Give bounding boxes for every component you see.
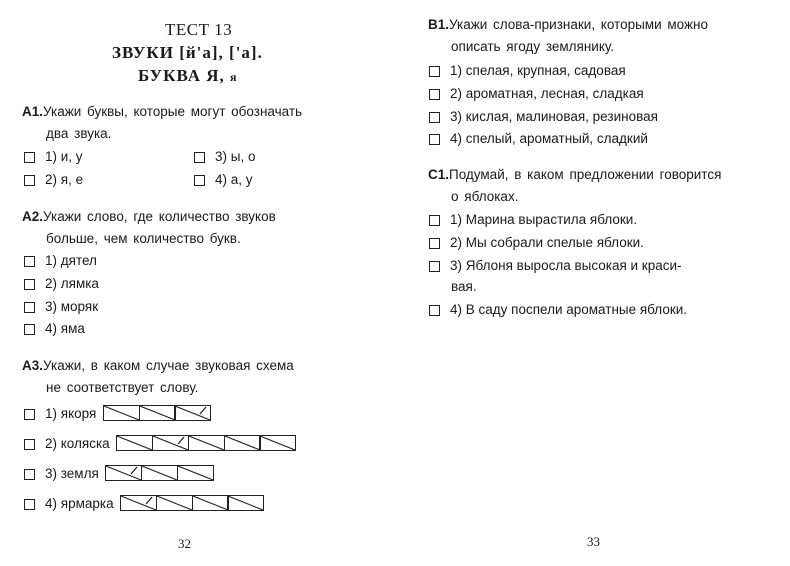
answer-option-b1-4[interactable] bbox=[429, 129, 648, 149]
option-label: 4) спелый, ароматный, сладкий bbox=[450, 131, 648, 146]
answer-checkbox[interactable] bbox=[24, 175, 35, 186]
answer-option-b1-3[interactable] bbox=[429, 107, 658, 127]
answer-checkbox[interactable] bbox=[24, 469, 35, 480]
heading-small-letter: я bbox=[230, 70, 238, 84]
question-label: А3. bbox=[22, 358, 44, 373]
question-label: В1. bbox=[428, 17, 450, 32]
sound-cell-vowel bbox=[174, 405, 211, 421]
answer-option-a3-1[interactable] bbox=[24, 404, 211, 424]
option-label: 1) якоря bbox=[45, 406, 97, 421]
answer-checkbox[interactable] bbox=[429, 238, 440, 249]
option-label-cont: вая. bbox=[451, 279, 477, 294]
answer-option-c1-2[interactable] bbox=[429, 233, 644, 253]
sound-cell-consonant bbox=[139, 405, 176, 421]
option-label: 4) В саду поспели ароматные яблоки. bbox=[450, 302, 688, 317]
question-text-cont: больше, чем количество букв. bbox=[46, 231, 241, 246]
sound-cell-consonant bbox=[156, 495, 193, 511]
question-text: Подумай, в каком предложении говорится bbox=[449, 167, 722, 182]
sound-cell-vowel bbox=[188, 435, 225, 451]
sound-cell-consonant bbox=[103, 405, 140, 421]
answer-option-c1-1[interactable] bbox=[429, 210, 637, 230]
answer-option-c1-4[interactable] bbox=[429, 300, 687, 320]
answer-option-a1-3[interactable] bbox=[194, 147, 255, 167]
test-heading-line2 bbox=[138, 66, 238, 86]
question-text-cont: о яблоках. bbox=[451, 189, 519, 204]
question-a1 bbox=[22, 101, 302, 145]
question-c1 bbox=[428, 164, 721, 208]
answer-checkbox[interactable] bbox=[24, 279, 35, 290]
answer-option-a2-4[interactable] bbox=[24, 319, 85, 339]
sound-cell-consonant bbox=[224, 435, 261, 451]
answer-option-c1-3[interactable] bbox=[429, 256, 682, 276]
option-continuation bbox=[451, 277, 477, 297]
answer-checkbox[interactable] bbox=[429, 134, 440, 145]
answer-option-a1-4[interactable] bbox=[194, 170, 253, 190]
option-label: 2) коляска bbox=[45, 436, 110, 451]
answer-option-a1-1[interactable] bbox=[24, 147, 83, 167]
answer-checkbox[interactable] bbox=[194, 175, 205, 186]
answer-option-a2-1[interactable] bbox=[24, 251, 97, 271]
option-label: 2) лямка bbox=[45, 276, 99, 291]
question-text-cont: не соответствует слову. bbox=[46, 380, 199, 395]
answer-option-a2-2[interactable] bbox=[24, 274, 99, 294]
answer-checkbox[interactable] bbox=[429, 305, 440, 316]
right-page bbox=[395, 0, 790, 566]
answer-option-b1-2[interactable] bbox=[429, 84, 644, 104]
answer-option-a1-2[interactable] bbox=[24, 170, 83, 190]
question-text-cont: два звука. bbox=[46, 126, 112, 141]
answer-checkbox[interactable] bbox=[429, 112, 440, 123]
option-label: 1) и, у bbox=[45, 149, 83, 164]
option-label: 3) кислая, малиновая, резиновая bbox=[450, 109, 658, 124]
sound-cell-consonant bbox=[105, 465, 142, 481]
answer-option-a3-4[interactable] bbox=[24, 494, 264, 514]
answer-option-a3-3[interactable] bbox=[24, 464, 214, 484]
page-number: 32 bbox=[178, 536, 191, 551]
option-label: 1) Марина вырастила яблоки. bbox=[450, 212, 638, 227]
sound-cell-consonant bbox=[227, 495, 264, 511]
question-a3 bbox=[22, 355, 294, 399]
option-label: 2) я, е bbox=[45, 172, 84, 187]
question-text: Укажи, в каком случае звуковая схема bbox=[43, 358, 294, 373]
sound-cell-consonant bbox=[177, 465, 214, 481]
option-label: 3) земля bbox=[45, 466, 99, 481]
answer-checkbox[interactable] bbox=[24, 439, 35, 450]
answer-option-b1-1[interactable] bbox=[429, 61, 626, 81]
option-label: 4) ярмарка bbox=[45, 496, 114, 511]
test-heading-line1: ЗВУКИ [й'а], ['а]. bbox=[112, 43, 263, 62]
question-text: Укажи слова-признаки, которыми можно bbox=[449, 17, 709, 32]
answer-checkbox[interactable] bbox=[24, 302, 35, 313]
answer-checkbox[interactable] bbox=[24, 499, 35, 510]
answer-checkbox[interactable] bbox=[429, 66, 440, 77]
question-label: А2. bbox=[22, 209, 44, 224]
question-label: С1. bbox=[428, 167, 450, 182]
option-label: 2) ароматная, лесная, сладкая bbox=[450, 86, 644, 101]
answer-checkbox[interactable] bbox=[24, 409, 35, 420]
sound-cell-consonant bbox=[192, 495, 229, 511]
option-label: 2) Мы собрали спелые яблоки. bbox=[450, 235, 644, 250]
answer-checkbox[interactable] bbox=[429, 89, 440, 100]
option-label: 4) яма bbox=[45, 321, 85, 336]
answer-checkbox[interactable] bbox=[24, 152, 35, 163]
sound-cell-consonant bbox=[259, 435, 296, 451]
page-number: 33 bbox=[587, 534, 600, 549]
question-a2 bbox=[22, 206, 276, 250]
answer-checkbox[interactable] bbox=[194, 152, 205, 163]
answer-checkbox[interactable] bbox=[24, 324, 35, 335]
option-label: 3) Яблоня выросла высокая и краси- bbox=[450, 258, 682, 273]
heading-big-letter: БУКВА Я, bbox=[138, 66, 225, 85]
answer-checkbox[interactable] bbox=[429, 261, 440, 272]
answer-checkbox[interactable] bbox=[24, 256, 35, 267]
sound-scheme bbox=[118, 435, 297, 451]
sound-cell-consonant bbox=[120, 495, 157, 511]
option-label: 3) ы, о bbox=[215, 149, 256, 164]
question-label: А1. bbox=[22, 104, 44, 119]
option-label: 4) а, у bbox=[215, 172, 253, 187]
question-text-cont: описать ягоду землянику. bbox=[451, 39, 615, 54]
sound-cell-consonant bbox=[116, 435, 153, 451]
sound-scheme bbox=[122, 495, 265, 511]
sound-cell-consonant bbox=[141, 465, 178, 481]
sound-scheme bbox=[107, 465, 214, 481]
sound-scheme bbox=[104, 405, 211, 421]
sound-cell-consonant bbox=[152, 435, 189, 451]
option-label: 1) спелая, крупная, садовая bbox=[450, 63, 626, 78]
answer-option-a2-3[interactable] bbox=[24, 297, 98, 317]
option-label: 1) дятел bbox=[45, 253, 97, 268]
answer-checkbox[interactable] bbox=[429, 215, 440, 226]
answer-option-a3-2[interactable] bbox=[24, 434, 296, 454]
question-text: Укажи буквы, которые могут обозначать bbox=[43, 104, 303, 119]
option-label: 3) моряк bbox=[45, 299, 99, 314]
question-b1 bbox=[428, 14, 708, 58]
stress-mark-icon bbox=[199, 406, 234, 420]
question-text: Укажи слово, где количество звуков bbox=[43, 209, 276, 224]
test-title: ТЕСТ 13 bbox=[165, 20, 233, 39]
